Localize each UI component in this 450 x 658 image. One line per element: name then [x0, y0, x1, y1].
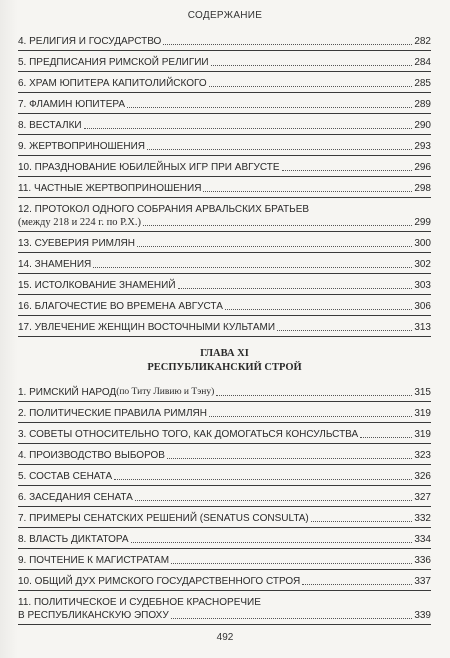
dot-leader: [143, 225, 412, 226]
toc-entry: [18, 93, 431, 114]
dot-leader: [216, 395, 412, 396]
toc-entry-title: 2. ПОЛИТИЧЕСКИЕ ПРАВИЛА РИМЛЯН: [18, 408, 207, 419]
chapter-heading: [18, 337, 431, 381]
toc-entry: [18, 402, 431, 423]
toc-entry-title: 9. ПОЧТЕНИЕ К МАГИСТРАТАМ: [18, 555, 170, 566]
toc-entry: [18, 51, 431, 72]
toc-entry: [18, 549, 431, 570]
toc-entry: [18, 72, 431, 93]
toc-entry-title-line: 11. ПОЛИТИЧЕСКОЕ И СУДЕБНОЕ КРАСНОРЕЧИЕ: [18, 597, 261, 608]
toc-entry: [18, 177, 431, 198]
toc-entry-title: 6. ЗАСЕДАНИЯ СЕНАТА: [18, 492, 133, 503]
dot-leader: [135, 500, 413, 501]
toc-entry-page: 326: [414, 471, 431, 482]
chapter-title: РЕСПУБЛИКАНСКИЙ СТРОЙ: [147, 362, 302, 373]
toc-entry: [18, 253, 431, 274]
dot-leader: [302, 584, 412, 585]
dot-leader: [147, 149, 412, 150]
toc-entry-page: 323: [414, 450, 431, 461]
toc-entry-title: 10. ОБЩИЙ ДУХ РИМСКОГО ГОСУДАРСТВЕННОГО СТРОЯ: [18, 576, 301, 587]
toc-entry-page: 282: [414, 36, 431, 47]
toc-entry-page: 332: [414, 513, 431, 524]
toc-entry-title: 5. ПРЕДПИСАНИЯ РИМСКОЙ РЕЛИГИИ: [18, 57, 209, 68]
toc-entry-page: 319: [414, 429, 431, 440]
dot-leader: [209, 416, 412, 417]
toc-entry-page: 284: [414, 57, 431, 68]
toc-entry: [18, 486, 431, 507]
toc-entry-page: 339: [414, 610, 431, 621]
dot-leader: [171, 563, 412, 564]
toc-entry-title: 8. ВЕСТАЛКИ: [18, 120, 82, 131]
toc-entry-page: 319: [414, 408, 431, 419]
toc-entry-page: 303: [414, 280, 431, 291]
dot-leader: [93, 267, 412, 268]
dot-leader: [311, 521, 413, 522]
dot-leader: [282, 170, 413, 171]
toc-entry-page: 302: [414, 259, 431, 270]
toc-entry-title: 14. ЗНАМЕНИЯ: [18, 259, 92, 270]
dot-leader: [203, 191, 412, 192]
toc-entry-page: 290: [414, 120, 431, 131]
toc-entry-page: 299: [414, 217, 431, 228]
toc-entry-page: 334: [414, 534, 431, 545]
toc-entry-title: 3. СОВЕТЫ ОТНОСИТЕЛЬНО ТОГО, КАК ДОМОГАТЬСЯ КОНСУЛЬСТВА: [18, 429, 359, 440]
toc-entry: [18, 232, 431, 253]
toc-entry-title: (между 218 и 224 г. по Р.Х.): [18, 217, 141, 228]
toc-entry: [18, 423, 431, 444]
toc-entry-page: 285: [414, 78, 431, 89]
toc-entry-page: 298: [414, 183, 431, 194]
toc-entry-title-line: 12. ПРОТОКОЛ ОДНОГО СОБРАНИЯ АРВАЛЬСКИХ БРАТЬЕВ: [18, 204, 310, 215]
toc-entry: [18, 591, 431, 625]
toc-entry: [18, 135, 431, 156]
toc-entry-title: 15. ИСТОЛКОВАНИЕ ЗНАМЕНИЙ: [18, 280, 176, 291]
toc-section-religion: [18, 30, 431, 337]
dot-leader: [225, 309, 412, 310]
toc-entry: [18, 114, 431, 135]
dot-leader: [167, 458, 412, 459]
toc-entry: [18, 444, 431, 465]
toc-entry-title: 10. ПРАЗДНОВАНИЕ ЮБИЛЕЙНЫХ ИГР ПРИ АВГУСТЕ: [18, 162, 280, 173]
toc-entry: [18, 570, 431, 591]
toc-entry: [18, 381, 431, 402]
toc-entry-title: 16. БЛАГОЧЕСТИЕ ВО ВРЕМЕНА АВГУСТА: [18, 301, 223, 312]
dot-leader: [131, 542, 413, 543]
dot-leader: [178, 288, 413, 289]
page-number: 492: [216, 632, 234, 643]
toc-entry-title: 13. СУЕВЕРИЯ РИМЛЯН: [18, 238, 135, 249]
toc-entry: [18, 274, 431, 295]
toc-entry-page: 296: [414, 162, 431, 173]
toc-entry: [18, 507, 431, 528]
toc-entry: [18, 316, 431, 337]
toc-entry-page: 300: [414, 238, 431, 249]
toc-entry-title: 7. ПРИМЕРЫ СЕНАТСКИХ РЕШЕНИЙ (SENATUS CONSULTA): [18, 513, 309, 524]
dot-leader: [84, 128, 413, 129]
toc-entry-title: 1. РИМСКИЙ НАРОД: [18, 387, 117, 398]
dot-leader: [209, 86, 413, 87]
toc-entry-page: 293: [414, 141, 431, 152]
dot-leader: [127, 107, 412, 108]
toc-entry: [18, 156, 431, 177]
toc-entry-title: 5. СОСТАВ СЕНАТА: [18, 471, 113, 482]
toc-entry-title: 7. ФЛАМИН ЮПИТЕРА: [18, 99, 126, 110]
dot-leader: [114, 479, 412, 480]
toc-entry-title: 17. УВЛЕЧЕНИЕ ЖЕНЩИН ВОСТОЧНЫМИ КУЛЬТАМИ: [18, 322, 276, 333]
toc-section-republic: [18, 381, 431, 625]
dot-leader: [360, 437, 412, 438]
running-head: СОДЕРЖАНИЕ: [187, 10, 263, 21]
toc-entry-subtitle: (по Титу Ливию и Тэну): [116, 387, 215, 397]
toc-entry-title: 4. ПРОИЗВОДСТВО ВЫБОРОВ: [18, 450, 165, 461]
toc-entry-title: 8. ВЛАСТЬ ДИКТАТОРА: [18, 534, 129, 545]
toc-entry: [18, 30, 431, 51]
dot-leader: [137, 246, 412, 247]
chapter-label: ГЛАВА XI: [200, 348, 249, 359]
toc-entry-page: 315: [414, 387, 431, 398]
toc-entry-page: 327: [414, 492, 431, 503]
toc-entry-title: 9. ЖЕРТВОПРИНОШЕНИЯ: [18, 141, 145, 152]
table-of-contents: [18, 30, 431, 625]
toc-entry-page: 337: [414, 576, 431, 587]
toc-entry-title: 11. ЧАСТНЫЕ ЖЕРТВОПРИНОШЕНИЯ: [18, 183, 202, 194]
dot-leader: [211, 65, 413, 66]
toc-entry-page: 336: [414, 555, 431, 566]
toc-entry-title: В РЕСПУБЛИКАНСКУЮ ЭПОХУ: [18, 610, 169, 621]
toc-entry-title: 6. ХРАМ ЮПИТЕРА КАПИТОЛИЙСКОГО: [18, 78, 207, 89]
toc-entry-page: 306: [414, 301, 431, 312]
toc-entry: [18, 198, 431, 232]
dot-leader: [171, 618, 413, 619]
dot-leader: [277, 330, 412, 331]
dot-leader: [163, 44, 412, 45]
toc-entry: [18, 528, 431, 549]
toc-entry-page: 289: [414, 99, 431, 110]
toc-entry-page: 313: [414, 322, 431, 333]
toc-entry: [18, 465, 431, 486]
toc-entry-title: 4. РЕЛИГИЯ И ГОСУДАРСТВО: [18, 36, 162, 47]
toc-entry: [18, 295, 431, 316]
